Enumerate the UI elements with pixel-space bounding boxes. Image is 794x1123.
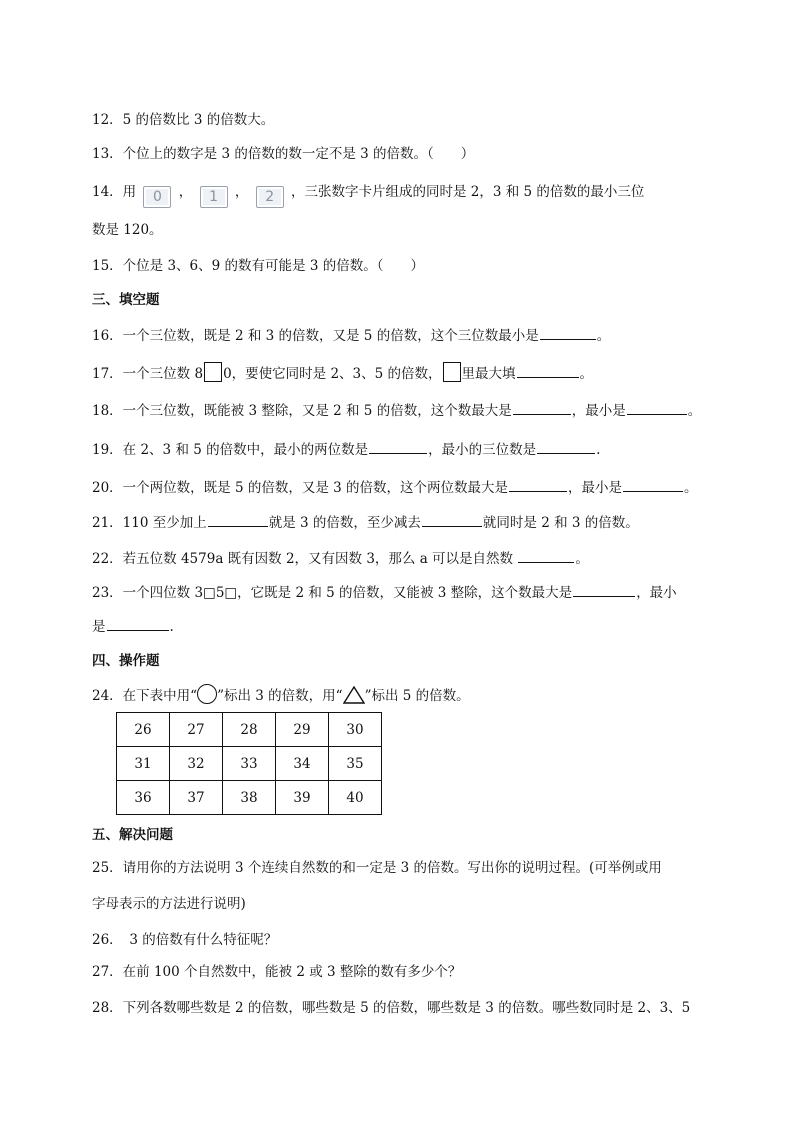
question-25-line2: 字母表示的方法进行说明) xyxy=(92,896,246,912)
answer-blank[interactable] xyxy=(517,363,579,378)
number-card-2: 2 xyxy=(256,186,284,208)
answer-blank[interactable] xyxy=(513,400,571,415)
table-cell[interactable]: 29 xyxy=(276,713,329,747)
answer-blank[interactable] xyxy=(369,439,427,454)
question-15: 15．个位是 3、6、9 的数有可能是 3 的倍数。（ ） xyxy=(92,258,424,274)
answer-blank[interactable] xyxy=(573,582,635,597)
table-cell[interactable]: 28 xyxy=(223,713,276,747)
answer-blank[interactable] xyxy=(422,512,482,527)
question-26: 26． 3 的倍数有什么特征呢？ xyxy=(92,932,278,948)
answer-blank[interactable] xyxy=(208,512,268,527)
answer-blank[interactable] xyxy=(107,616,169,631)
number-table xyxy=(116,712,382,815)
question-28: 28．下列各数哪些数是 2 的倍数，哪些数是 5 的倍数，哪些数是 3 的倍数。哪些数同时是 2、3、5 xyxy=(92,1000,691,1016)
number-card-0: 0 xyxy=(143,186,171,208)
table-row xyxy=(117,747,382,781)
question-24: 24．在下表中用“ ”标出 3 的倍数，用“ ”标出 5 的倍数。 xyxy=(92,684,470,710)
answer-blank[interactable] xyxy=(623,477,683,492)
table-cell[interactable]: 35 xyxy=(329,747,382,781)
table-cell[interactable]: 39 xyxy=(276,781,329,815)
question-22: 22．若五位数 4579a 既有因数 2，又有因数 3，那么 a 可以是自然数 。 xyxy=(92,548,589,569)
question-18: 18．一个三位数，既能被 3 整除，又是 2 和 5 的倍数，这个数最大是 ，最小是 。 xyxy=(92,400,701,421)
table-cell[interactable]: 27 xyxy=(170,713,223,747)
question-16: 16．一个三位数，既是 2 和 3 的倍数，又是 5 的倍数，这个三位数最小是 。 xyxy=(92,325,610,346)
question-17: 17．一个三位数 8 0，要使它同时是 2、3、5 的倍数， 里最大填 。 xyxy=(92,362,593,384)
table-row xyxy=(117,781,382,815)
table-cell[interactable]: 33 xyxy=(223,747,276,781)
answer-blank[interactable] xyxy=(537,439,595,454)
question-12: 12．5 的倍数比 3 的倍数大。 xyxy=(92,112,275,128)
table-cell[interactable]: 38 xyxy=(223,781,276,815)
question-20: 20．一个两位数，既是 5 的倍数，又是 3 的倍数，这个两位数最大是 ，最小是 。 xyxy=(92,477,698,498)
digit-box[interactable] xyxy=(204,362,222,382)
table-cell[interactable]: 36 xyxy=(117,781,170,815)
table-cell[interactable]: 40 xyxy=(329,781,382,815)
answer-blank[interactable] xyxy=(509,477,567,492)
question-21: 21．110 至少加上 就是 3 的倍数，至少减去 就同时是 2 和 3 的倍数。 xyxy=(92,512,639,533)
question-23-line2: 是 . xyxy=(92,616,174,637)
question-27: 27．在前 100 个自然数中，能被 2 或 3 整除的数有多少个？ xyxy=(92,964,462,980)
table-cell[interactable]: 34 xyxy=(276,747,329,781)
question-23: 23．一个四位数 3□5□，它既是 2 和 5 的倍数，又能被 3 整除，这个数最大是 ，最小 xyxy=(92,582,677,603)
answer-blank[interactable] xyxy=(627,400,687,415)
table-cell[interactable]: 37 xyxy=(170,781,223,815)
triangle-icon xyxy=(343,686,365,710)
table-cell[interactable]: 26 xyxy=(117,713,170,747)
table-cell[interactable]: 30 xyxy=(329,713,382,747)
question-13: 13．个位上的数字是 3 的倍数的数一定不是 3 的倍数。（ ） xyxy=(92,146,475,162)
section-heading-problem-solving: 五、解决问题 xyxy=(92,827,173,843)
answer-blank[interactable] xyxy=(518,548,574,563)
question-14: 14．用 0 ， 1 ， 2 ，三张数字卡片组成的同时是 2，3 和 5 的倍数的最小三位 xyxy=(92,182,644,208)
table-row xyxy=(117,713,382,747)
question-25: 25．请用你的方法说明 3 个连续自然数的和一定是 3 的倍数。写出你的说明过程。(可举例或用 xyxy=(92,860,662,876)
question-14-line2: 数是 120。 xyxy=(92,222,163,238)
table-cell[interactable]: 32 xyxy=(170,747,223,781)
number-card-1: 1 xyxy=(200,186,228,208)
circle-icon xyxy=(197,684,217,704)
section-heading-operation: 四、操作题 xyxy=(92,653,160,669)
digit-box xyxy=(443,362,461,382)
question-19: 19．在 2、3 和 5 的倍数中，最小的两位数是 ，最小的三位数是 . xyxy=(92,439,600,460)
answer-blank[interactable] xyxy=(540,325,596,340)
section-heading-fill-blank: 三、填空题 xyxy=(92,292,160,308)
table-cell[interactable]: 31 xyxy=(117,747,170,781)
